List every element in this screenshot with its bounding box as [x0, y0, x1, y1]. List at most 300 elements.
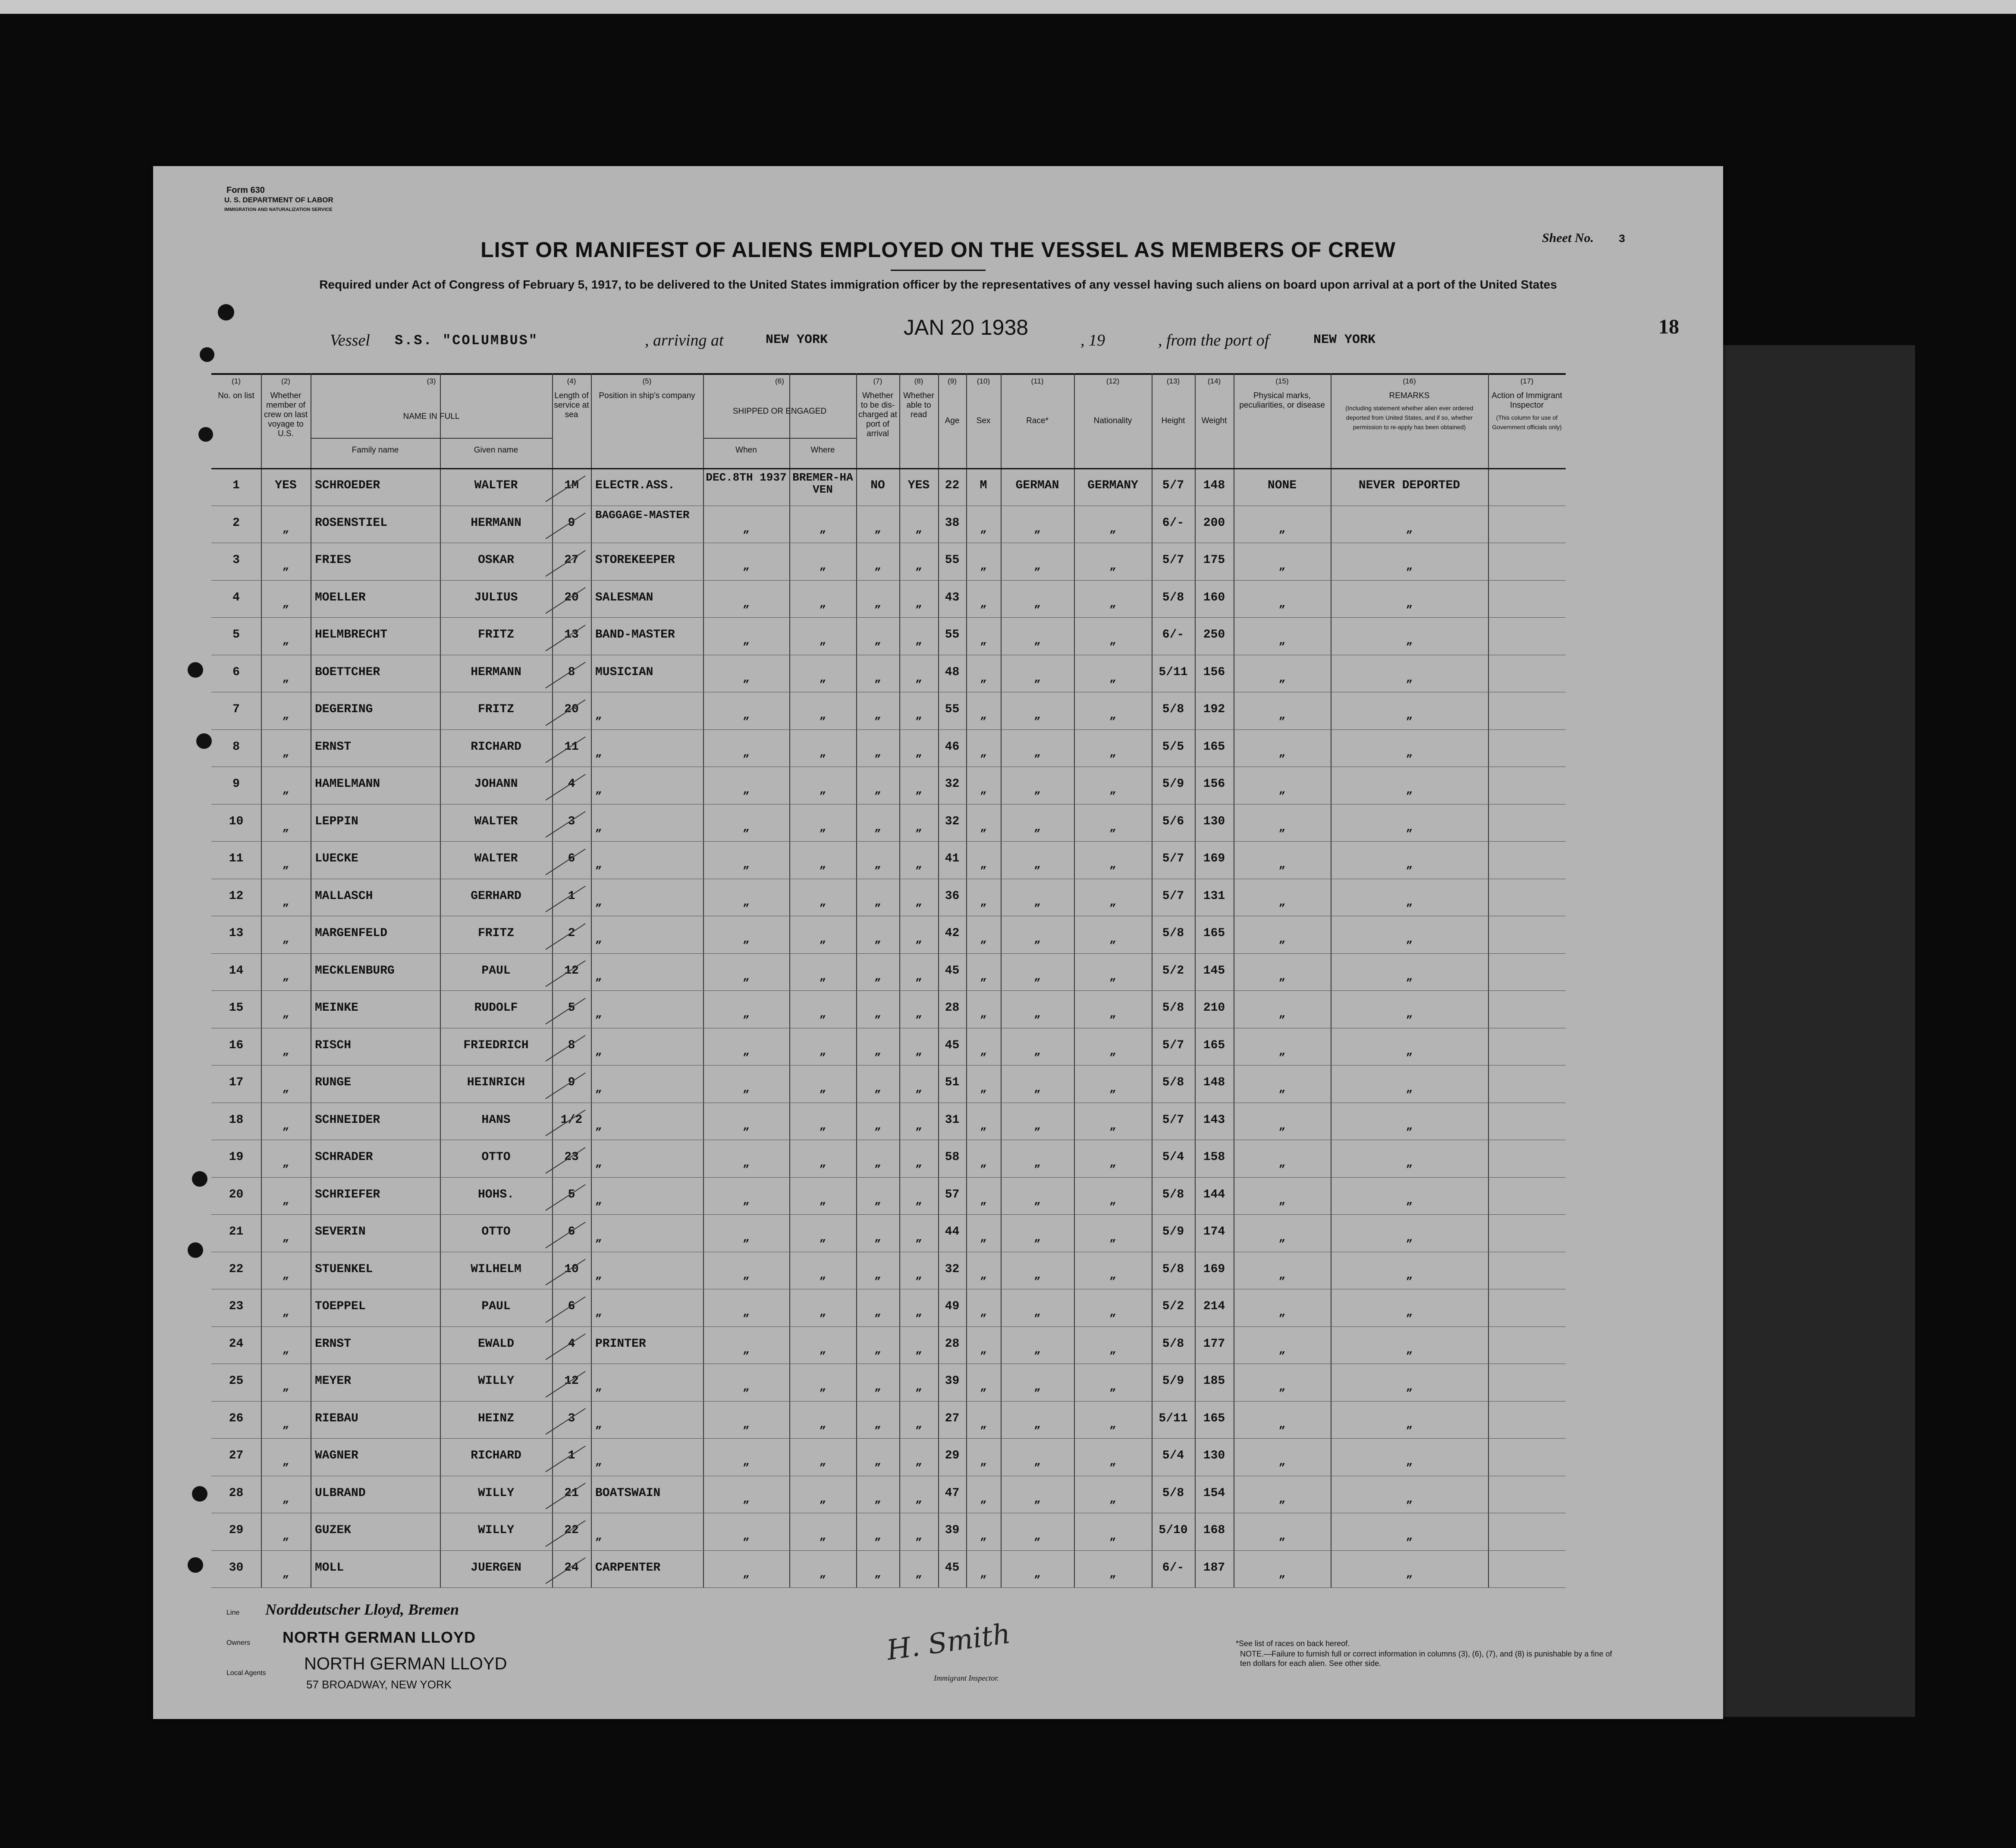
cell-given: HERMANN [471, 665, 521, 679]
row-rule [211, 1550, 1566, 1551]
cell-height: 5/8 [1162, 1001, 1184, 1015]
cell-marks: „ [1278, 933, 1286, 946]
scan-background-panel [1721, 345, 1915, 1717]
agents-label: Local Agents [226, 1669, 266, 1677]
header-c5-number: (5) [642, 377, 652, 385]
cell-last: „ [282, 1417, 289, 1431]
cell-no: 3 [232, 553, 240, 567]
manifest-subtitle: Required under Act of Congress of February 5, 1917, to be delivered to the United States immigration officer by the representatives of any vessel having such aliens on board upon arrival at a port of the United States [319, 278, 1557, 291]
cell-when: „ [743, 933, 750, 946]
cell-family: STUENKEL [315, 1262, 373, 1276]
cell-family: ULBRAND [315, 1486, 366, 1500]
cell-age: 49 [945, 1300, 960, 1314]
cell-given: FRIEDRICH [463, 1038, 529, 1052]
cell-position: „ [595, 1157, 602, 1170]
cell-age: 58 [945, 1150, 960, 1164]
cell-no: 17 [229, 1076, 244, 1090]
cell-when: „ [743, 1455, 750, 1468]
header-c9-number: (9) [948, 377, 957, 385]
cell-discharged: „ [874, 970, 881, 983]
cell-read: „ [915, 1231, 922, 1245]
cell-height: 5/8 [1162, 1076, 1184, 1090]
cell-last: „ [282, 634, 289, 647]
header-c3-label: NAME IN FULL [403, 412, 460, 421]
cell-position: „ [595, 1231, 602, 1245]
cell-position: „ [595, 1119, 602, 1132]
cell-given: OTTO [481, 1150, 511, 1164]
vessel-label: Vessel [330, 331, 370, 349]
cell-last: YES [275, 479, 297, 493]
cell-given: JOHANN [474, 777, 518, 791]
sheet-number [1542, 231, 1625, 245]
cell-nationality: „ [1109, 1119, 1116, 1132]
header-c8-label: Whether able to read [903, 391, 934, 419]
cell-height: 5/11 [1159, 665, 1188, 679]
cell-remarks: „ [1406, 1082, 1413, 1095]
cell-last: „ [282, 597, 289, 610]
cell-family: BOETTCHER [315, 665, 380, 679]
cell-height: 5/7 [1162, 889, 1184, 903]
cell-race: „ [1034, 1119, 1041, 1132]
cell-where: „ [819, 858, 826, 871]
cell-weight: 165 [1203, 740, 1225, 754]
cell-family: LUECKE [315, 852, 358, 866]
cell-age: 28 [945, 1001, 960, 1015]
cell-when: „ [743, 1380, 750, 1394]
cell-last: „ [282, 1268, 289, 1282]
cell-last: „ [282, 1157, 289, 1170]
cell-age: 55 [945, 553, 960, 567]
cell-nationality: „ [1109, 709, 1116, 722]
cell-family: MOLL [315, 1561, 344, 1575]
cell-family: MOELLER [315, 591, 366, 604]
agents-address: 57 BROADWAY, NEW YORK [306, 1678, 452, 1691]
row-rule [211, 1326, 1566, 1327]
header-action-note: (This column for use of Government officials only) [1492, 414, 1562, 431]
cell-nationality: „ [1109, 1306, 1116, 1319]
cell-discharged: „ [874, 1044, 881, 1058]
cell-read: „ [915, 933, 922, 946]
cell-discharged: „ [874, 1007, 881, 1021]
cell-marks: „ [1278, 783, 1286, 797]
cell-remarks: „ [1406, 1044, 1413, 1058]
cell-where: „ [819, 933, 826, 946]
header-c14-number: (14) [1207, 377, 1221, 385]
cell-sex: „ [980, 1417, 987, 1431]
cell-service: 1 [568, 889, 575, 903]
cell-no: 26 [229, 1411, 244, 1425]
cell-read: „ [915, 1343, 922, 1356]
cell-read: YES [908, 479, 930, 493]
cell-where: BREMER-HAVEN [792, 471, 853, 496]
cell-where: „ [819, 1417, 826, 1431]
cell-height: 5/2 [1162, 1300, 1184, 1314]
cell-marks: „ [1278, 1380, 1286, 1394]
cell-given: JULIUS [474, 591, 518, 604]
cell-given: FRITZ [477, 927, 514, 940]
cell-marks: „ [1278, 597, 1286, 610]
cell-read: „ [915, 1567, 922, 1580]
cell-service: 4 [568, 1337, 575, 1351]
cell-race: „ [1034, 1268, 1041, 1282]
cell-age: 36 [945, 889, 960, 903]
cell-family: TOEPPEL [315, 1300, 366, 1314]
cell-service: 8 [568, 665, 575, 679]
row-rule [211, 1401, 1566, 1402]
cell-nationality: „ [1109, 1044, 1116, 1058]
row-rule [211, 1587, 1566, 1588]
inspector-label: Immigrant Inspector. [934, 1674, 999, 1682]
cell-discharged: „ [874, 1119, 881, 1132]
header-family-name: Family name [352, 446, 399, 455]
cell-service: 10 [564, 1262, 579, 1276]
cell-position: SALESMAN [595, 591, 653, 604]
cell-discharged: „ [874, 1157, 881, 1170]
cell-when: „ [743, 1567, 750, 1580]
cell-no: 6 [232, 665, 240, 679]
cell-age: 44 [945, 1225, 960, 1239]
cell-age: 47 [945, 1486, 960, 1500]
cell-last: „ [282, 671, 289, 685]
cell-sex: „ [980, 1567, 987, 1580]
cell-age: 38 [945, 516, 960, 530]
cell-discharged: „ [874, 820, 881, 834]
cell-height: 5/10 [1159, 1524, 1188, 1537]
cell-given: HEINRICH [467, 1076, 525, 1090]
cell-remarks: „ [1406, 1007, 1413, 1021]
cell-last: „ [282, 1492, 289, 1505]
cell-where: „ [819, 1007, 826, 1021]
punch-hole [198, 427, 213, 442]
cell-no: 1 [232, 479, 240, 493]
cell-given: OTTO [481, 1225, 511, 1239]
cell-remarks: „ [1406, 634, 1413, 647]
punch-hole [188, 1242, 203, 1258]
cell-nationality: „ [1109, 1455, 1116, 1468]
cell-discharged: „ [874, 522, 881, 535]
cell-nationality: „ [1109, 559, 1116, 573]
cell-where: „ [819, 970, 826, 983]
cell-weight: 165 [1203, 1038, 1225, 1052]
year-label: , 19 [1080, 331, 1105, 349]
cell-given: WILHELM [471, 1262, 521, 1276]
owners-value: NORTH GERMAN LLOYD [283, 1628, 476, 1646]
sheet-value: 3 [1618, 233, 1626, 245]
header-c15-number: (15) [1275, 377, 1289, 385]
cell-family: WAGNER [315, 1449, 358, 1463]
cell-discharged: „ [874, 597, 881, 610]
header-c9-label: Age [945, 416, 960, 425]
cell-when: „ [743, 746, 750, 759]
cell-discharged: „ [874, 746, 881, 759]
cell-sex: „ [980, 1007, 987, 1021]
cell-when: „ [743, 522, 750, 535]
cell-discharged: „ [874, 783, 881, 797]
cell-remarks: „ [1406, 895, 1413, 908]
header-c7-number: (7) [873, 377, 882, 385]
cell-position: „ [595, 1268, 602, 1282]
cell-nationality: „ [1109, 933, 1116, 946]
cell-remarks: „ [1406, 970, 1413, 983]
name-subheader-rule [311, 438, 552, 439]
cell-given: WALTER [474, 814, 518, 828]
cell-remarks: „ [1406, 522, 1413, 535]
cell-sex: „ [980, 1492, 987, 1505]
cell-age: 55 [945, 628, 960, 642]
cell-position: „ [595, 1194, 602, 1207]
column-rule [1488, 373, 1489, 1587]
cell-when: „ [743, 1530, 750, 1543]
cell-where: „ [819, 559, 826, 573]
cell-sex: M [980, 479, 987, 493]
cell-marks: „ [1278, 970, 1286, 983]
cell-age: 42 [945, 927, 960, 940]
cell-race: GERMAN [1015, 479, 1059, 493]
cell-nationality: „ [1109, 895, 1116, 908]
cell-remarks: „ [1406, 1119, 1413, 1132]
cell-where: „ [819, 783, 826, 797]
manifest-sheet [153, 166, 1723, 1719]
cell-race: „ [1034, 1007, 1041, 1021]
cell-race: „ [1034, 746, 1041, 759]
cell-weight: 144 [1203, 1188, 1225, 1201]
cell-no: 23 [229, 1300, 244, 1314]
cell-remarks: „ [1406, 858, 1413, 871]
cell-given: WALTER [474, 852, 518, 866]
cell-where: „ [819, 522, 826, 535]
cell-weight: 158 [1203, 1150, 1225, 1164]
cell-last: „ [282, 746, 289, 759]
cell-age: 31 [945, 1113, 960, 1127]
cell-given: JUERGEN [471, 1561, 521, 1575]
cell-discharged: „ [874, 1194, 881, 1207]
cell-service: 3 [568, 814, 575, 828]
cell-age: 43 [945, 591, 960, 604]
cell-height: 5/7 [1162, 1113, 1184, 1127]
cell-last: „ [282, 933, 289, 946]
cell-read: „ [915, 895, 922, 908]
cell-position: „ [595, 1306, 602, 1319]
cell-family: MALLASCH [315, 889, 373, 903]
service-name: IMMIGRATION AND NATURALIZATION SERVICE [224, 207, 333, 212]
cell-no: 5 [232, 628, 240, 642]
cell-sex: „ [980, 559, 987, 573]
header-c17-label: Action of Immigrant Inspector [1492, 391, 1562, 410]
cell-sex: „ [980, 1082, 987, 1095]
cell-where: „ [819, 820, 826, 834]
cell-family: MECKLENBURG [315, 964, 395, 977]
cell-position: „ [595, 1380, 602, 1394]
cell-service: 6 [568, 852, 575, 866]
cell-last: „ [282, 559, 289, 573]
date-stamp: JAN 20 1938 [904, 315, 1029, 339]
punch-hole [192, 1486, 207, 1502]
cell-read: „ [915, 1306, 922, 1319]
cell-nationality: „ [1109, 634, 1116, 647]
cell-weight: 154 [1203, 1486, 1225, 1500]
cell-weight: 145 [1203, 964, 1225, 977]
cell-when: „ [743, 1417, 750, 1431]
row-rule [211, 1438, 1566, 1439]
cell-weight: 174 [1203, 1225, 1225, 1239]
cell-position: CARPENTER [595, 1561, 661, 1575]
scan-top-strip [0, 0, 2016, 14]
cell-last: „ [282, 970, 289, 983]
cell-marks: „ [1278, 1306, 1286, 1319]
cell-weight: 165 [1203, 1411, 1225, 1425]
cell-marks: „ [1278, 1268, 1286, 1282]
cell-age: 45 [945, 1038, 960, 1052]
header-c15-label: Physical marks, peculiarities, or disease [1239, 391, 1325, 410]
cell-position: „ [595, 1082, 602, 1095]
cell-sex: „ [980, 522, 987, 535]
cell-remarks: „ [1406, 1380, 1413, 1394]
cell-no: 27 [229, 1449, 244, 1463]
cell-marks: „ [1278, 1492, 1286, 1505]
cell-discharged: „ [874, 1306, 881, 1319]
cell-last: „ [282, 1455, 289, 1468]
row-rule [211, 580, 1566, 581]
cell-when: „ [743, 1231, 750, 1245]
cell-read: „ [915, 634, 922, 647]
cell-sex: „ [980, 1157, 987, 1170]
cell-remarks: „ [1406, 1492, 1413, 1505]
punch-hole [188, 662, 203, 678]
cell-height: 5/8 [1162, 1486, 1184, 1500]
cell-given: FRITZ [477, 628, 514, 642]
cell-marks: „ [1278, 671, 1286, 685]
cell-service: 27 [564, 553, 579, 567]
cell-service: 3 [568, 1411, 575, 1425]
cell-marks: „ [1278, 1119, 1286, 1132]
cell-age: 57 [945, 1188, 960, 1201]
cell-read: „ [915, 559, 922, 573]
row-rule [211, 1214, 1566, 1215]
cell-service: 1 [568, 1449, 575, 1463]
cell-service: 6 [568, 1225, 575, 1239]
cell-last: „ [282, 1530, 289, 1543]
cell-race: „ [1034, 1567, 1041, 1580]
header-bottom-rule [211, 468, 1566, 469]
cell-remarks: „ [1406, 671, 1413, 685]
cell-race: „ [1034, 1044, 1041, 1058]
cell-discharged: „ [874, 559, 881, 573]
cell-remarks: „ [1406, 933, 1413, 946]
cell-where: „ [819, 1157, 826, 1170]
cell-height: 5/4 [1162, 1150, 1184, 1164]
cell-weight: 214 [1203, 1300, 1225, 1314]
cell-where: „ [819, 671, 826, 685]
cell-family: SCHROEDER [315, 479, 380, 493]
cell-last: „ [282, 1343, 289, 1356]
cell-remarks: NEVER DEPORTED [1358, 479, 1460, 493]
cell-last: „ [282, 522, 289, 535]
cell-weight: 185 [1203, 1374, 1225, 1388]
cell-weight: 148 [1203, 479, 1225, 493]
header-c13-number: (13) [1166, 377, 1180, 385]
cell-position: „ [595, 1044, 602, 1058]
cell-no: 13 [229, 927, 244, 940]
cell-weight: 131 [1203, 889, 1225, 903]
cell-nationality: „ [1109, 1380, 1116, 1394]
row-rule [211, 841, 1566, 842]
cell-given: WALTER [474, 479, 518, 493]
cell-nationality: „ [1109, 1492, 1116, 1505]
header-c16-label: REMARKS [1389, 391, 1430, 400]
cell-read: „ [915, 1194, 922, 1207]
cell-read: „ [915, 671, 922, 685]
cell-height: 5/8 [1162, 591, 1184, 604]
cell-race: „ [1034, 634, 1041, 647]
cell-family: MARGENFELD [315, 927, 388, 940]
cell-sex: „ [980, 970, 987, 983]
cell-remarks: „ [1406, 746, 1413, 759]
cell-race: „ [1034, 1492, 1041, 1505]
cell-where: „ [819, 895, 826, 908]
cell-where: „ [819, 1455, 826, 1468]
cell-position: BAND-MASTER [595, 628, 675, 642]
manifest-table [211, 373, 1566, 1587]
cell-read: „ [915, 1119, 922, 1132]
cell-marks: „ [1278, 1157, 1286, 1170]
cell-family: SCHNEIDER [315, 1113, 380, 1127]
cell-age: 28 [945, 1337, 960, 1351]
vessel-name: S.S. "COLUMBUS" [395, 333, 539, 349]
cell-weight: 169 [1203, 1262, 1225, 1276]
cell-race: „ [1034, 1530, 1041, 1543]
cell-height: 5/7 [1162, 479, 1184, 493]
cell-sex: „ [980, 1231, 987, 1245]
cell-read: „ [915, 1380, 922, 1394]
cell-position: BAGGAGE-MASTER [595, 508, 690, 522]
header-c1-label: No. on list [218, 391, 254, 400]
cell-sex: „ [980, 933, 987, 946]
cell-weight: 160 [1203, 591, 1225, 604]
cell-family: FRIES [315, 553, 352, 567]
cell-last: „ [282, 1119, 289, 1132]
cell-weight: 148 [1203, 1076, 1225, 1090]
cell-sex: „ [980, 1306, 987, 1319]
cell-service: 20 [564, 591, 579, 604]
cell-when: „ [743, 1268, 750, 1282]
cell-height: 6/- [1162, 1561, 1184, 1575]
cell-where: „ [819, 1119, 826, 1132]
cell-no: 4 [232, 591, 240, 604]
cell-race: „ [1034, 1157, 1041, 1170]
cell-remarks: „ [1406, 820, 1413, 834]
header-shipped-where: Where [810, 446, 835, 455]
cell-height: 5/7 [1162, 852, 1184, 866]
cell-age: 55 [945, 703, 960, 717]
cell-age: 41 [945, 852, 960, 866]
cell-race: „ [1034, 820, 1041, 834]
cell-remarks: „ [1406, 1306, 1413, 1319]
cell-last: „ [282, 820, 289, 834]
cell-nationality: „ [1109, 783, 1116, 797]
cell-when: „ [743, 559, 750, 573]
cell-remarks: „ [1406, 1530, 1413, 1543]
header-c7-label: Whether to be dis-charged at port of arrival [858, 391, 897, 438]
cell-marks: „ [1278, 895, 1286, 908]
cell-remarks: „ [1406, 1455, 1413, 1468]
cell-last: „ [282, 1194, 289, 1207]
punch-hole [200, 347, 214, 362]
line-value: Norddeutscher Lloyd, Bremen [265, 1601, 459, 1618]
cell-marks: „ [1278, 559, 1286, 573]
cell-where: „ [819, 1194, 826, 1207]
cell-read: „ [915, 1007, 922, 1021]
cell-nationality: „ [1109, 671, 1116, 685]
